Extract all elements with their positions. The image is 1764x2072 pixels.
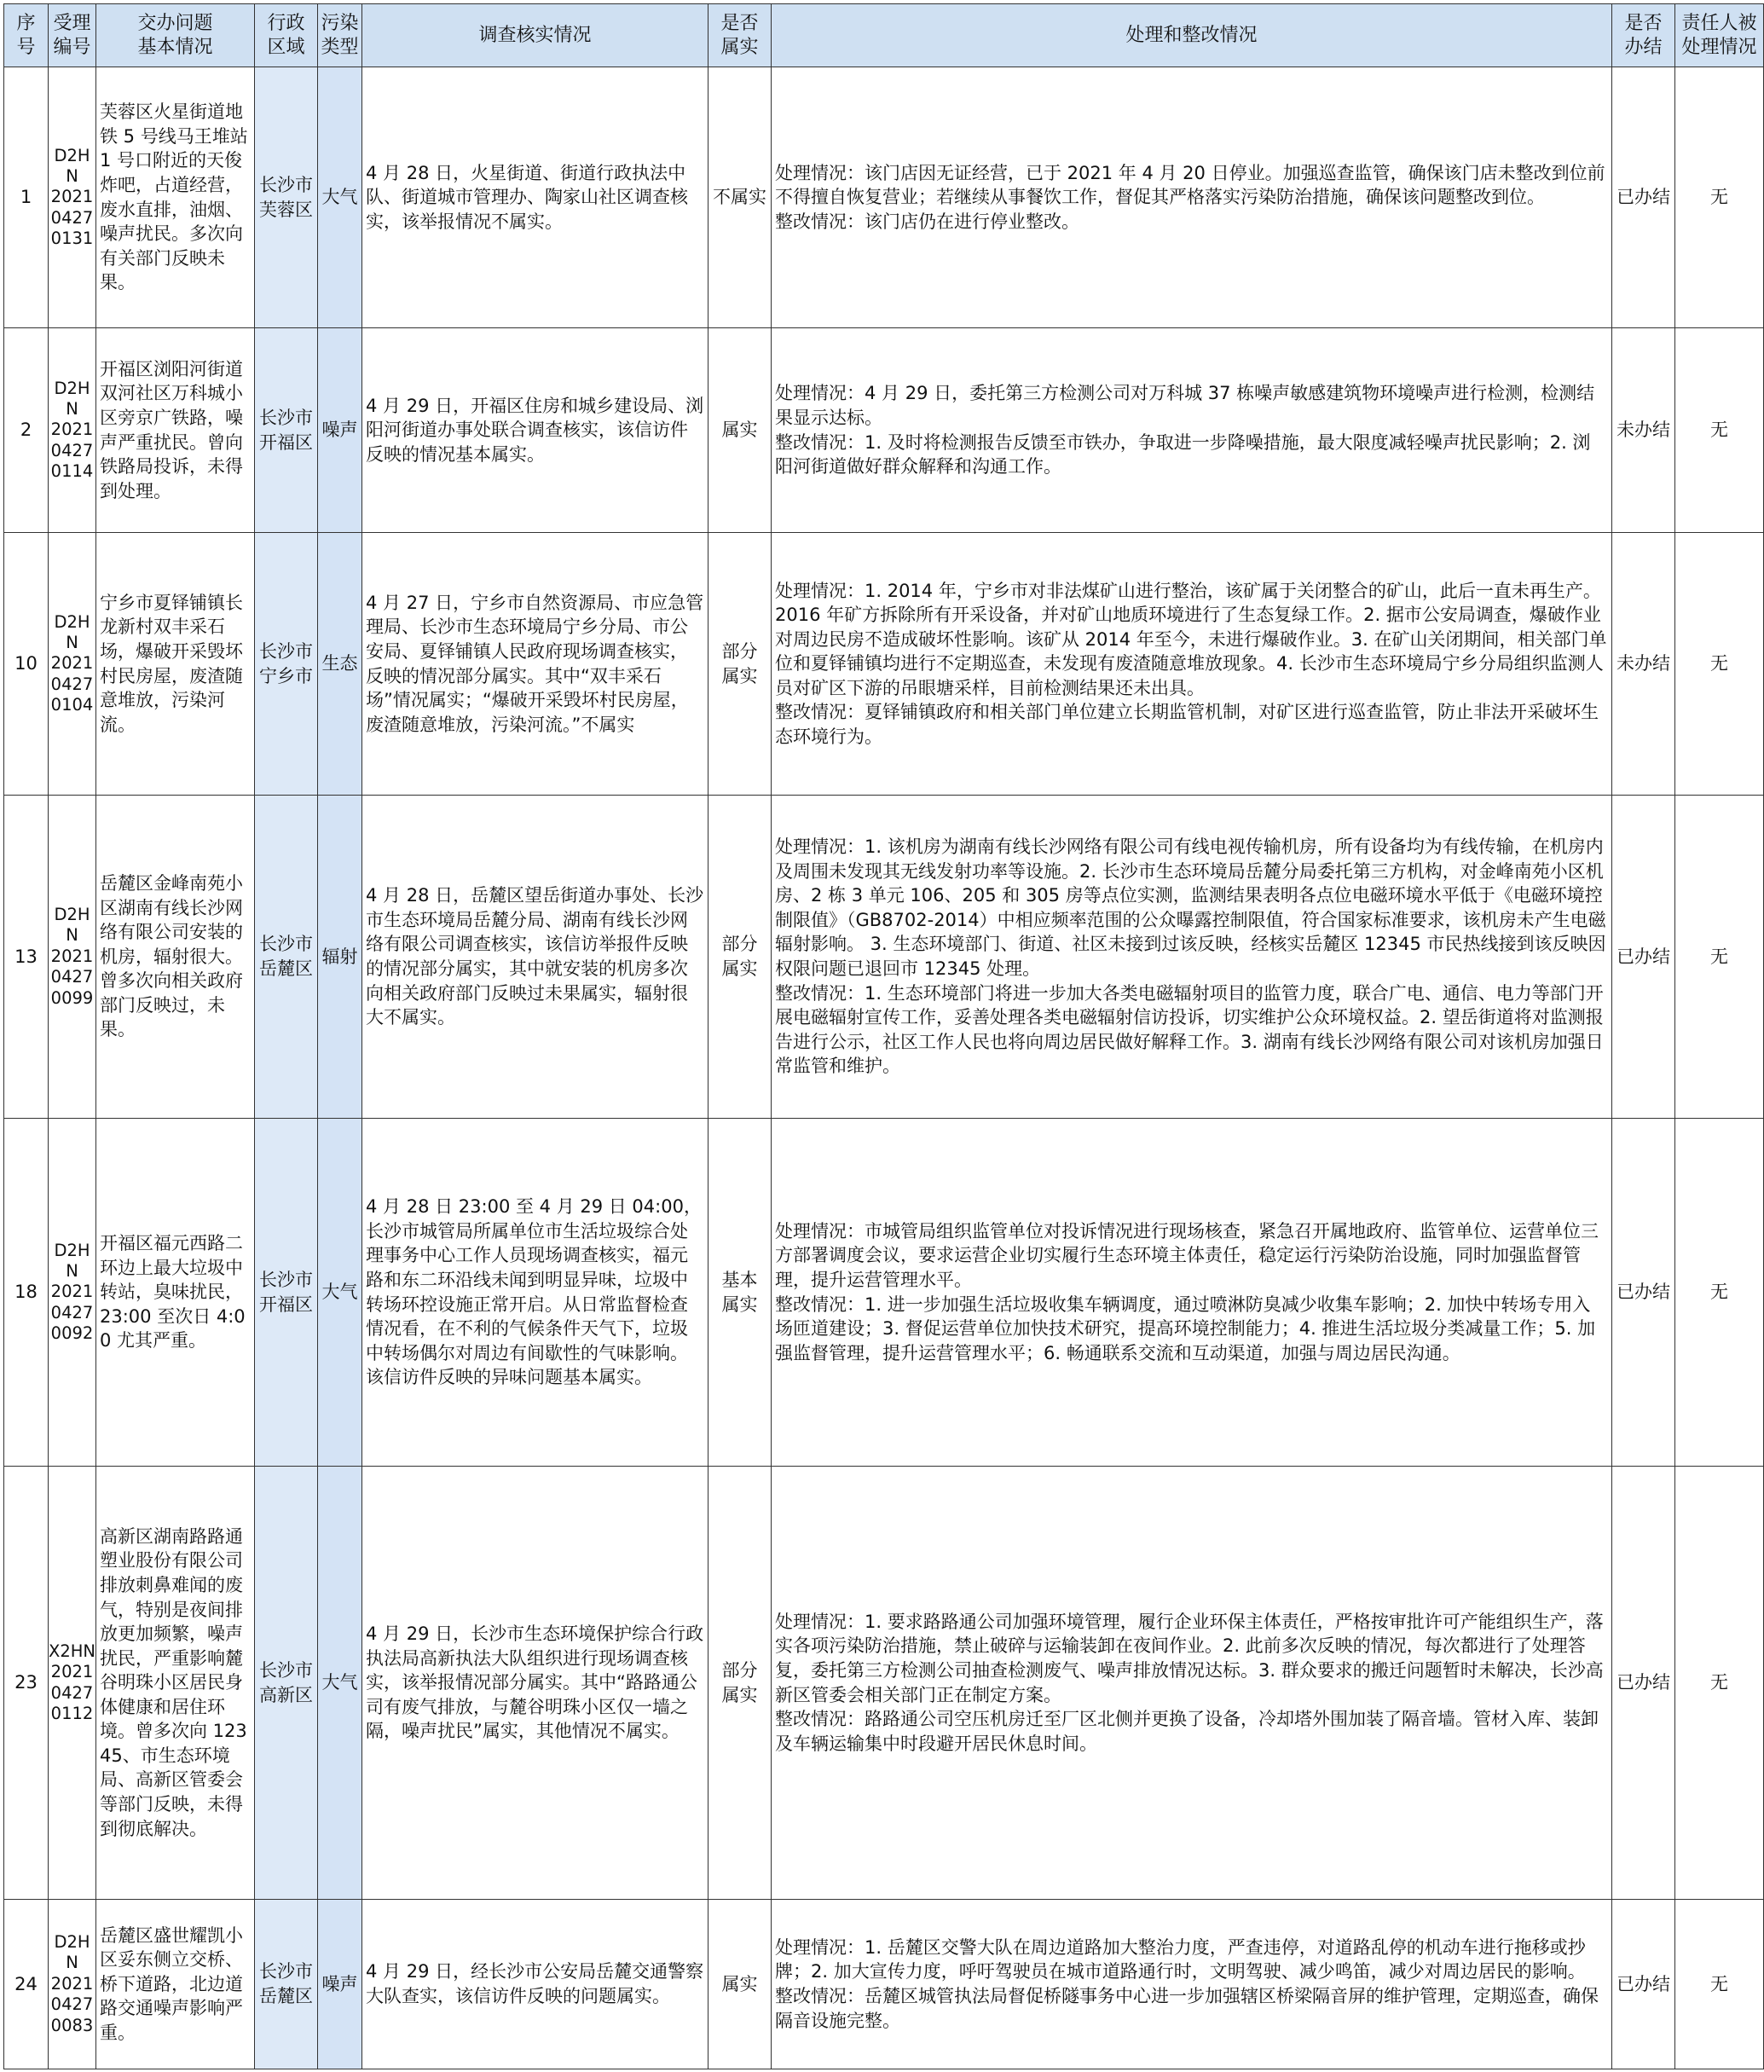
row-handling: 处理情况：1. 该机房为湖南有线长沙网络有限公司有线电视传输机房，所有设备均为有线传输，在机房内及周围未发现其无线发射功率等设施。2. 长沙市生态环境局岳麓分局委托第三方机构，对金峰南苑小区机房、2 栋 3 单元 106、205 和 305 房等点位实测，监测结果表明各点位电磁环境水平低于《电磁环境控制限值》（GB8702-2014）中相应频率范围的公众曝露控制限值，符合国家标准要求，该机房未产生电磁辐射影响。 3. 生态环境部门、街道、社区未接到过该反映，经核实岳麓区 12345 市民热线接到该反映因权限问题已退回市 12345 处理。 整改情况：1. 生态环境部门将进一步加大各类电磁辐射项目的监管力度，联合广电、通信、电力等部门开展电磁辐射宣传工作，妥善处理各类电磁辐射信访投诉，切实维护公众环境权益。2. 望岳街道将对监测报告进行公示，社区工作人民也将向周边居民做好解释工作。3. 湖南有线长沙网络有限公司对该机房加强日常监管和维护。	[772, 796, 1612, 1119]
row-closed: 未办结	[1612, 328, 1675, 533]
header-investigation: 调查核实情况	[362, 4, 708, 67]
row-closed: 已办结	[1612, 1119, 1675, 1467]
table-row	[4, 1467, 1764, 1900]
table-row	[4, 1900, 1764, 2069]
row-investigation: 4 月 27 日，宁乡市自然资源局、市应急管理局、长沙市生态环境局宁乡分局、市公安局、夏铎铺镇人民政府现场调查核实，反映的情况部分属实。其中“双丰采石场”情况属实；“爆破开采毁坏村民房屋，废渣随意堆放，污染河流。”不属实	[362, 533, 708, 796]
row-accountability: 无	[1675, 533, 1764, 796]
row-verified: 基本 属实	[708, 1119, 772, 1467]
row-area: 长沙市 芙蓉区	[255, 67, 318, 328]
header-issue: 交办问题 基本情况	[96, 4, 255, 67]
row-verified: 部分 属实	[708, 1467, 772, 1900]
row-seq: 24	[4, 1900, 49, 2069]
table-row	[4, 328, 1764, 533]
row-closed: 已办结	[1612, 796, 1675, 1119]
row-pollution: 噪声	[318, 328, 362, 533]
row-area: 长沙市 开福区	[255, 328, 318, 533]
row-verified: 属实	[708, 328, 772, 533]
row-pollution: 噪声	[318, 1900, 362, 2069]
header-handling: 处理和整改情况	[772, 4, 1612, 67]
row-accountability: 无	[1675, 1467, 1764, 1900]
header-area: 行政 区域	[255, 4, 318, 67]
row-handling: 处理情况：1. 2014 年，宁乡市对非法煤矿山进行整治，该矿属于关闭整合的矿山，此后一直未再生产。2016 年矿方拆除所有开采设备，并对矿山地质环境进行了生态复绿工作。2. 据市公安局调查，爆破作业对周边民房不造成破坏性影响。该矿从 2014 年至今，未进行爆破作业。3. 在矿山关闭期间，相关部门单位和夏铎铺镇均进行不定期巡查，未发现有废渣随意堆放现象。4. 长沙市生态环境局宁乡分局组织监测人员对矿区下游的吊眼塘采样，目前检测结果还未出具。 整改情况：夏铎铺镇政府和相关部门单位建立长期监管机制，对矿区进行巡查监管，防止非法开采破坏生态环境行为。	[772, 533, 1612, 796]
row-investigation: 4 月 29 日，开福区住房和城乡建设局、浏阳河街道办事处联合调查核实，该信访件反映的情况基本属实。	[362, 328, 708, 533]
row-closed: 已办结	[1612, 67, 1675, 328]
row-issue: 芙蓉区火星街道地铁 5 号线马王堆站 1 号口附近的天俊炸吧，占道经营，废水直排，油烟、噪声扰民。多次向有关部门反映未果。	[96, 67, 255, 328]
row-closed: 未办结	[1612, 533, 1675, 796]
row-seq: 2	[4, 328, 49, 533]
header-closed: 是否 办结	[1612, 4, 1675, 67]
row-accountability: 无	[1675, 328, 1764, 533]
row-area: 长沙市 开福区	[255, 1119, 318, 1467]
row-id: D2HN 2021 0427 0099	[49, 796, 96, 1119]
complaint-table	[3, 3, 1764, 2069]
row-investigation: 4 月 28 日，岳麓区望岳街道办事处、长沙市生态环境局岳麓分局、湖南有线长沙网络有限公司调查核实，该信访举报件反映的情况部分属实，其中就安装的机房多次向相关政府部门反映过未果属实，辐射很大不属实。	[362, 796, 708, 1119]
row-accountability: 无	[1675, 67, 1764, 328]
row-issue: 开福区福元西路二环边上最大垃圾中转站，臭味扰民，23:00 至次日 4:00 尤其严重。	[96, 1119, 255, 1467]
row-verified: 部分 属实	[708, 796, 772, 1119]
row-issue: 宁乡市夏铎铺镇长龙新村双丰采石场，爆破开采毁坏村民房屋，废渣随意堆放，污染河流。	[96, 533, 255, 796]
row-seq: 13	[4, 796, 49, 1119]
row-seq: 1	[4, 67, 49, 328]
row-id: D2HN 2021 0427 0104	[49, 533, 96, 796]
row-id: D2HN 2021 0427 0114	[49, 328, 96, 533]
header-accountability: 责任人被 处理情况	[1675, 4, 1764, 67]
row-seq: 10	[4, 533, 49, 796]
row-investigation: 4 月 29 日，长沙市生态环境保护综合行政执法局高新执法大队组织进行现场调查核实，该举报情况部分属实。其中“路路通公司有废气排放，与麓谷明珠小区仅一墙之隔，噪声扰民”属实，其他情况不属实。	[362, 1467, 708, 1900]
row-pollution: 辐射	[318, 796, 362, 1119]
row-issue: 岳麓区盛世耀凯小区妥东侧立交桥、桥下道路，北边道路交通噪声影响严重。	[96, 1900, 255, 2069]
row-issue: 岳麓区金峰南苑小区湖南有线长沙网络有限公司安装的机房，辐射很大。曾多次向相关政府部门反映过，未果。	[96, 796, 255, 1119]
row-area: 长沙市 岳麓区	[255, 796, 318, 1119]
table-row	[4, 67, 1764, 328]
row-handling: 处理情况：1. 岳麓区交警大队在周边道路加大整治力度，严查违停，对道路乱停的机动车进行拖移或抄牌；2. 加大宣传力度，呼吁驾驶员在城市道路通行时，文明驾驶、减少鸣笛，减少对周边居民的影响。 整改情况：岳麓区城管执法局督促桥隧事务中心进一步加强辖区桥梁隔音屏的维护管理，定期巡查，确保隔音设施完整。	[772, 1900, 1612, 2069]
row-area: 长沙市 岳麓区	[255, 1900, 318, 2069]
row-pollution: 大气	[318, 1467, 362, 1900]
row-closed: 已办结	[1612, 1900, 1675, 2069]
row-id: D2HN 2021 0427 0131	[49, 67, 96, 328]
row-handling: 处理情况：1. 要求路路通公司加强环境管理，履行企业环保主体责任，严格按审批许可产能组织生产，落实各项污染防治措施，禁止破碎与运输装卸在夜间作业。2. 此前多次反映的情况，每次都进行了处理答复，委托第三方检测公司抽查检测废气、噪声排放情况达标。3. 群众要求的搬迁问题暂时未解决，长沙高新区管委会相关部门正在制定方案。 整改情况：路路通公司空压机房迁至厂区北侧并更换了设备，冷却塔外围加装了隔音墙。管材入库、装卸及车辆运输集中时段避开居民休息时间。	[772, 1467, 1612, 1900]
row-id: X2HN 2021 0427 0112	[49, 1467, 96, 1900]
row-verified: 不属实	[708, 67, 772, 328]
row-issue: 开福区浏阳河街道双河社区万科城小区旁京广铁路，噪声严重扰民。曾向铁路局投诉，未得到处理。	[96, 328, 255, 533]
header-id: 受理 编号	[49, 4, 96, 67]
row-seq: 23	[4, 1467, 49, 1900]
row-seq: 18	[4, 1119, 49, 1467]
row-area: 长沙市 宁乡市	[255, 533, 318, 796]
row-handling: 处理情况：市城管局组织监管单位对投诉情况进行现场核查，紧急召开属地政府、监管单位、运营单位三方部署调度会议，要求运营企业切实履行生态环境主体责任，稳定运行污染防治设施，同时加强监督管理，提升运营管理水平。 整改情况：1. 进一步加强生活垃圾收集车辆调度，通过喷淋防臭减少收集车影响；2. 加快中转场专用入场匝道建设；3. 督促运营单位加快技术研究，提高环境控制能力；4. 推进生活垃圾分类减量工作；5. 加强监督管理，提升运营管理水平；6. 畅通联系交流和互动渠道，加强与周边居民沟通。	[772, 1119, 1612, 1467]
row-pollution: 大气	[318, 67, 362, 328]
row-investigation: 4 月 28 日，火星街道、街道行政执法中队、街道城市管理办、陶家山社区调查核实，该举报情况不属实。	[362, 67, 708, 328]
row-handling: 处理情况：该门店因无证经营，已于 2021 年 4 月 20 日停业。加强巡查监管，确保该门店未整改到位前不得擅自恢复营业；若继续从事餐饮工作，督促其严格落实污染防治措施，确保该问题整改到位。 整改情况：该门店仍在进行停业整改。	[772, 67, 1612, 328]
row-id: D2HN 2021 0427 0083	[49, 1900, 96, 2069]
row-verified: 属实	[708, 1900, 772, 2069]
row-accountability: 无	[1675, 796, 1764, 1119]
table-row	[4, 1119, 1764, 1467]
row-verified: 部分 属实	[708, 533, 772, 796]
row-investigation: 4 月 28 日 23:00 至 4 月 29 日 04:00，长沙市城管局所属单位市生活垃圾综合处理事务中心工作人员现场调查核实，福元路和东二环沿线未闻到明显异味，垃圾中转场环控设施正常开启。从日常监督检查情况看，在不利的气候条件天气下，垃圾中转场偶尔对周边有间歇性的气味影响。 该信访件反映的异味问题基本属实。	[362, 1119, 708, 1467]
row-handling: 处理情况：4 月 29 日，委托第三方检测公司对万科城 37 栋噪声敏感建筑物环境噪声进行检测，检测结果显示达标。 整改情况：1. 及时将检测报告反馈至市铁办，争取进一步降噪措施，最大限度减轻噪声扰民影响；2. 浏阳河街道做好群众解释和沟通工作。	[772, 328, 1612, 533]
row-id: D2HN 2021 0427 0092	[49, 1119, 96, 1467]
row-closed: 已办结	[1612, 1467, 1675, 1900]
header-seq: 序 号	[4, 4, 49, 67]
table-row	[4, 796, 1764, 1119]
header-pollution: 污染 类型	[318, 4, 362, 67]
row-investigation: 4 月 29 日，经长沙市公安局岳麓交通警察大队查实，该信访件反映的问题属实。	[362, 1900, 708, 2069]
row-issue: 高新区湖南路路通塑业股份有限公司排放刺鼻难闻的废气，特别是夜间排放更加频繁，噪声扰民，严重影响麓谷明珠小区居民身体健康和居住环境。曾多次向 12345、市生态环境局、高新区管委会等部门反映，未得到彻底解决。	[96, 1467, 255, 1900]
table-row	[4, 533, 1764, 796]
header-row	[4, 4, 1764, 67]
header-verified: 是否 属实	[708, 4, 772, 67]
row-accountability: 无	[1675, 1119, 1764, 1467]
row-pollution: 大气	[318, 1119, 362, 1467]
row-accountability: 无	[1675, 1900, 1764, 2069]
row-pollution: 生态	[318, 533, 362, 796]
row-area: 长沙市 高新区	[255, 1467, 318, 1900]
